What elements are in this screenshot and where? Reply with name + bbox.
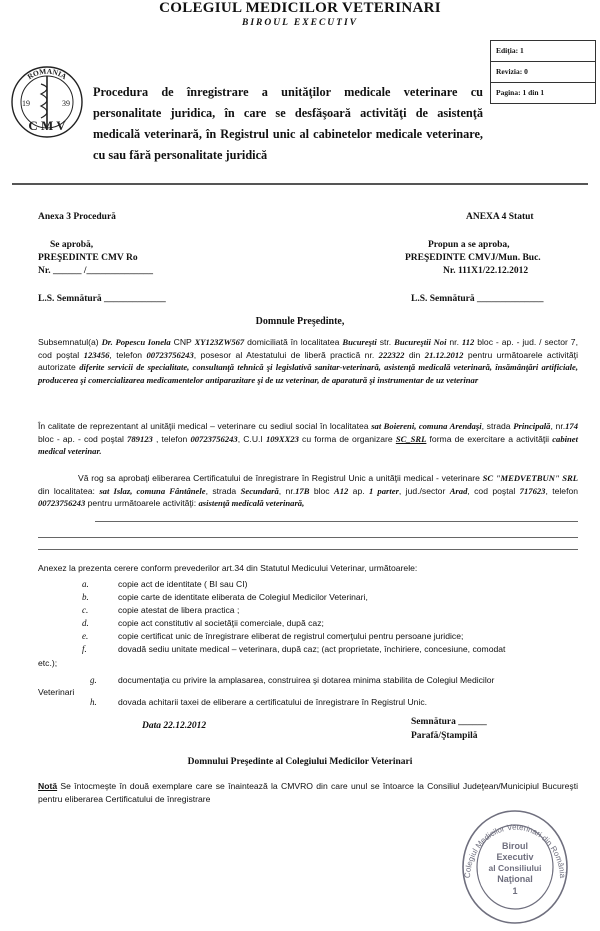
attachment-item-h: h. dovada achitarii taxei de eliberare a certificatului de înregistrare în Registrul Unic. (90, 697, 428, 707)
page-label: Pagina: 1 din 1 (496, 88, 545, 97)
salutation: Domnule Preşedinte, (255, 316, 345, 327)
annex-right: ANEXA 4 Statut (466, 212, 534, 222)
signature-right: L.S. Semnătură ______________ (411, 294, 544, 304)
revision-label: Revizia: 0 (491, 62, 595, 83)
approval-right-line3: Nr. 111X1/22.12.2012 (443, 266, 529, 276)
edition-label: Ediţia: 1 (491, 41, 595, 62)
approval-left-line2: PREŞEDINTE CMV Ro (38, 253, 138, 263)
applicant-cnp: XY123ZW567 (194, 337, 245, 347)
stamp-line3: al Consiliului (488, 863, 542, 873)
attachment-g-continuation: Veterinari (38, 687, 75, 697)
procedure-title: Procedura de înregistrare a unităţilor medicale veterinare cu personalitate juridica, în care se desfăşoară activităţi de asistenţă medicală veterinară, în Registrul unic al cabinetelor medicale veterinare, cu sau fără personalitate juridică (93, 85, 483, 162)
approval-right-line2: PREŞEDINTE CMVJ/Mun. Buc. (405, 253, 541, 263)
addressee: Domnului Preşedinte al Colegiului Medicilor Veterinari (187, 757, 413, 767)
note-paragraph: Notă Se întocmeşte în două exemplare care se înaintează la CMVRO din care unul se întoarce la Consiliul Judeţean/Municipiul Bucureşti pentru eliberarea Certificatului de înregistrare (38, 781, 578, 804)
college-title: COLEGIUL MEDICILOR VETERINARI (159, 0, 441, 16)
annex-left: Anexa 3 Procedură (38, 212, 116, 222)
official-stamp (460, 808, 570, 926)
company-name: SC "MEDVETBUN" SRL (482, 473, 578, 483)
approval-right-line1: Propun a se aproba, (428, 240, 510, 250)
stamp-line4: Naţional (497, 874, 533, 884)
blank-line-1 (95, 521, 578, 522)
note-label: Notă (38, 781, 58, 791)
approval-left-line1: Se aprobă, (50, 240, 94, 250)
blank-line-2 (38, 537, 578, 538)
approval-left-line3: Nr. ______ /______________ (38, 266, 153, 276)
request-paragraph: Vă rog sa aprobaţi eliberarea Certificatului de înregistrare în Registrul Unic a unităţii medical - veterinare SC "MEDVETBUN" SRL din localitatea: sat Islaz, comuna Fântânele, strada Secundară, nr.17B bloc A12 ap. 1 parter, jud./sector Arad, cod poştal 717623, telefon 00723756243 pentru următoarele activităţi: asistenţă medicală veterinară, (38, 473, 579, 508)
applicant-name: Dr. Popescu Ionela (101, 337, 171, 347)
logo-year-right: 39 (62, 99, 70, 108)
stamp-ring-text: Colegiul Medicilor Veterinari din România (462, 822, 568, 879)
logo-letters: C M V (28, 118, 66, 133)
authorized-activities: diferite servicii de specialitate, consultanţă tehnică şi legislativă sanitar-veterinară, asistenţă medicală veterinară, însămânţări artificiale, producerea şi comercializarea medicamentelor antiparazitare şi de uz veterinar, de aparatură şi instrumentar de uz veterinar (38, 362, 578, 385)
logo-year-left: 19 (22, 99, 30, 108)
bureau-subtitle: BIROUL EXECUTIV (242, 18, 358, 28)
stamp-line5: 1 (512, 886, 518, 896)
header-divider (12, 183, 588, 185)
cmv-logo (8, 48, 86, 156)
logo-country-text: ROMANIA (25, 66, 69, 82)
signature-left: L.S. Semnătură _____________ (38, 294, 166, 304)
blank-line-3 (38, 549, 578, 550)
attachments-intro: Anexez la prezenta cerere conform prevederilor art.34 din Statutul Medicului Veterinar, următoarele: (38, 563, 418, 573)
attachment-f-continuation: etc.); (38, 658, 58, 668)
date-label: Data 22.12.2012 (142, 721, 207, 731)
attachment-item-g: g. documentaţia cu privire la amplasarea, construirea şi dotarea minima stabilita de Colegiul Medicilor (90, 675, 495, 685)
stamp-label: Parafă/Ştampilă (411, 731, 478, 741)
stamp-line1: Biroul (502, 841, 528, 851)
applicant-paragraph: Subsemnatul(a) Dr. Popescu Ionela CNP XY123ZW567 domiciliată în localitatea Bucureşti str. Bucureştii Noi nr. 112 bloc - ap. - jud. / sector 7, cod poştal 123456, telefon 00723756243, posesor al Atestatului de liberă practică nr. 222322 din 21.12.2012 pentru următoarele activităţi autorizate diferite servicii de specialitate, consultanţă tehnică şi legislativă sanitar-veterinară, asistenţă medicală veterinară, însămânţări artificiale, producerea şi comercializarea medicamentelor antiparazitare şi de uz veterinar, de aparatură şi instrumentar de uz veterinar (38, 337, 578, 385)
stamp-line2: Executiv (496, 852, 534, 862)
representative-paragraph: În calitate de reprezentant al unităţii medical – veterinare cu sediul social în localitatea sat Boiereni, comuna Arendaşi, strada Principală, nr.174 bloc - ap. - cod poştal 789123 , telefon 00723756243, C.U.I 109XX23 cu forma de organizare SC_SRL forma de exercitare a activităţii cabinet medical veterinar. (38, 421, 578, 456)
document-info-box (490, 40, 596, 104)
signature-label: Semnătura ______ (411, 717, 487, 727)
attachments-list: a. copie act de identitate ( BI sau CI) b. copie carte de identitate eliberata de Colegiul Medicilor Veterinari, c. copie atestat de libera practica ; d. copie act constitutiv al societăţii comerciale, după caz; e. copie certificat unic de înregistrare eliberat de registrul comerţului pentru persoane juridice; f. dovadă sediu unitate medical – veterinara, după caz; (act proprietate, închiriere, concesiune, comodat (82, 579, 506, 654)
